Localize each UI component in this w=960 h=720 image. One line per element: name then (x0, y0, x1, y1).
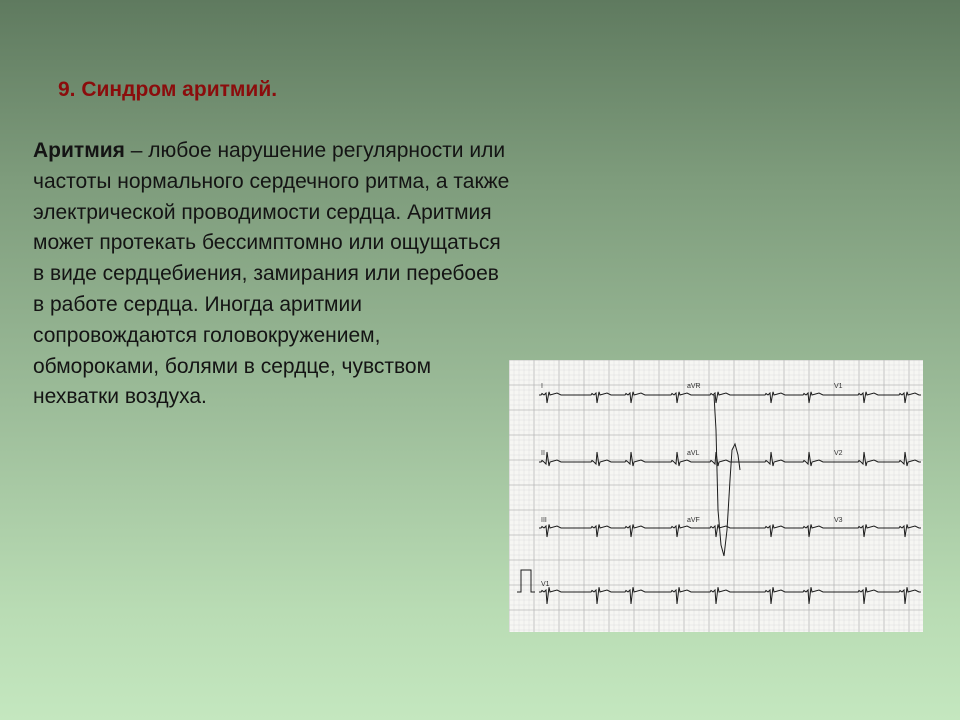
ecg-calibration-pulse (517, 570, 535, 592)
lead-label-ii: II (541, 450, 545, 457)
lead-label-avl: aVL (687, 450, 700, 457)
slide-title: 9. Синдром аритмий. (58, 78, 278, 101)
ecg-ectopic-complex (714, 395, 740, 556)
lead-label-avf: aVF (687, 517, 700, 524)
ecg-trace-row-1 (539, 392, 921, 403)
lead-label-v1: V1 (834, 383, 843, 390)
definition-text: – любое нарушение регулярности или частоты нормального сердечного ритма, а также электрической проводимости сердца. Аритмия может протекать бессимптомно или ощущаться в виде сердцебиения, замирания или перебоев в работе сердца. Иногда аритмии сопровождаются головокружением, обмороками, болями в сердце, чувством нехватки воздуха. (33, 139, 510, 409)
ecg-trace-row-2 (539, 452, 921, 466)
ecg-strip (509, 360, 923, 632)
definition-paragraph (33, 136, 511, 413)
lead-label-iii: III (541, 517, 547, 524)
ecg-trace-row-4 (539, 587, 921, 604)
lead-label-avr: aVR (687, 383, 701, 390)
definition-term: Аритмия (33, 139, 125, 162)
lead-label-rhythm-v1: V1 (541, 581, 550, 588)
ecg-image (509, 360, 923, 632)
lead-label-i: I (541, 383, 543, 390)
lead-label-v3: V3 (834, 517, 843, 524)
lead-label-v2: V2 (834, 450, 843, 457)
